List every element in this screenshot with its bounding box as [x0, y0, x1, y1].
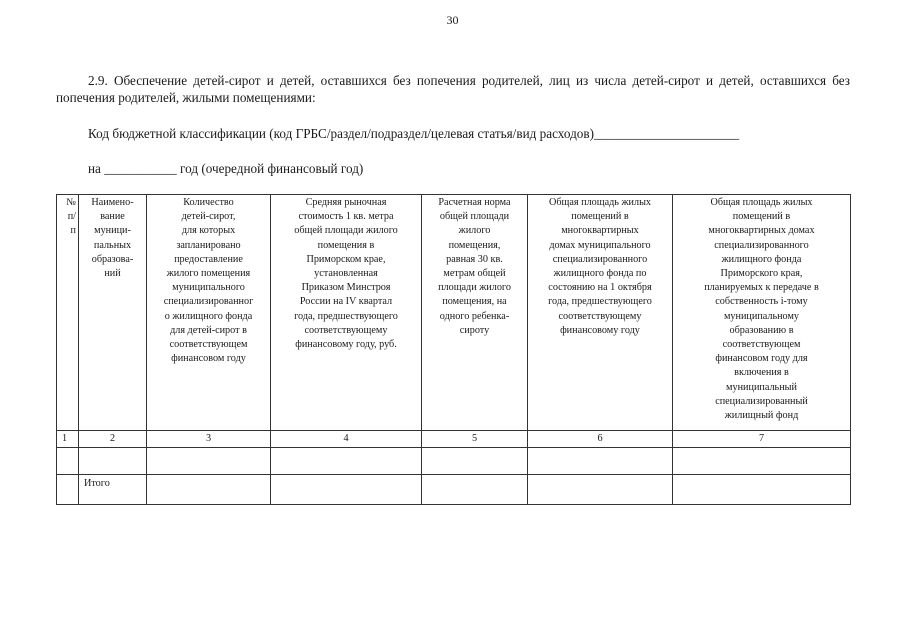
header-label: Расчетная норма общей площади жилого помещения, равная 30 кв. метрам общей площади жилого помещения, на одного ребенка- сироту	[438, 197, 511, 336]
header-label: № п/ п	[66, 197, 76, 237]
orphans-housing-table	[56, 194, 851, 505]
table-cell	[57, 475, 79, 505]
header-label: Общая площадь жилых помещений в многоквартирных домах муниципального специализированного жилищного фонда по состоянию на 1 октября года, предшествующего соответствующему финансовому году	[548, 197, 652, 336]
table-cell	[147, 448, 271, 475]
table-cell	[528, 475, 673, 505]
column-number: 4	[271, 431, 422, 448]
column-number: 3	[147, 431, 271, 448]
table-cell	[271, 448, 422, 475]
table-cell	[271, 475, 422, 505]
header-cell-orphans-count	[147, 195, 271, 431]
table-cell	[528, 448, 673, 475]
table-cell	[79, 448, 147, 475]
header-label: Средняя рыночная стоимость 1 кв. метра общей площади жилого помещения в Приморском крае, установленная Приказом Минстроя России на IV квартал года, предшествующего соответствующему финансовому году, руб.	[294, 197, 398, 351]
header-cell-municipality	[79, 195, 147, 431]
column-number: 7	[673, 431, 851, 448]
total-row	[57, 475, 851, 505]
table-cell	[673, 448, 851, 475]
table-cell	[57, 448, 79, 475]
page-number: 30	[446, 13, 459, 27]
table-cell	[147, 475, 271, 505]
budget-classification-code-line: Код бюджетной классификации (код ГРБС/раздел/подраздел/целевая статья/вид расходов)______________________	[88, 126, 740, 141]
table-cell	[422, 475, 528, 505]
section-heading: 2.9. Обеспечение детей-сирот и детей, оставшихся без попечения родителей, лиц из числа детей-сирот и детей, оставшихся без попечения родителей, жилыми помещениями:	[56, 73, 850, 105]
header-label: Общая площадь жилых помещений в многоквартирных домах специализированного жилищного фонда Приморского края, планируемых к передаче в собственность i-тому муниципальному образованию в соответствующем финансовом году для включения в муниципальный специализированный жилищный фонд	[704, 197, 819, 422]
header-cell-row-number	[57, 195, 79, 431]
fiscal-year-line: на ___________ год (очередной финансовый год)	[88, 161, 364, 176]
table-row	[57, 448, 851, 475]
table-cell	[673, 475, 851, 505]
header-cell-regional-housing-area	[673, 195, 851, 431]
column-number-row	[57, 431, 851, 448]
column-number: 5	[422, 431, 528, 448]
table-header-row	[57, 195, 851, 431]
header-cell-municipal-housing-area	[528, 195, 673, 431]
total-label: Итого	[79, 475, 147, 505]
header-label: Количество детей-сирот, для которых запланировано предоставление жилого помещения муниципального специализированног о жилищного фонда для детей-сирот в соответствующем финансовом году	[163, 197, 254, 365]
column-number: 1	[57, 431, 79, 448]
header-cell-area-norm	[422, 195, 528, 431]
header-cell-avg-market-price	[271, 195, 422, 431]
column-number: 2	[79, 431, 147, 448]
column-number: 6	[528, 431, 673, 448]
header-label: Наимено- вание муници- пальных образова- ний	[91, 197, 134, 280]
table-cell	[422, 448, 528, 475]
